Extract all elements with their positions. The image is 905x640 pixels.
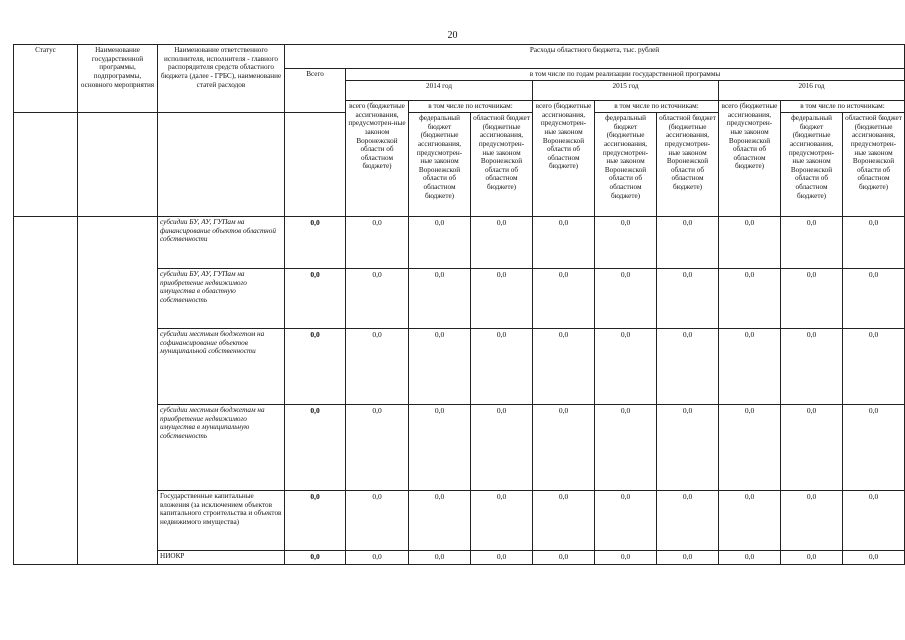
cell-2014-all: 0,0 — [346, 269, 409, 329]
cell-2016-all: 0,0 — [719, 269, 781, 329]
budget-table — [13, 44, 905, 565]
cell-2016-federal: 0,0 — [781, 551, 843, 565]
header-2014-regional: областной бюджет (бюджетные ассигнования, предусмотрен-ные законом Воронежской области об областном бюджете) — [471, 113, 533, 217]
cell-2014-regional: 0,0 — [471, 269, 533, 329]
cell-2015-regional: 0,0 — [657, 329, 719, 405]
header-2016-all: всего (бюджетные ассигнования, предусмотрен-ные законом Воронежской области об областном бюджете) — [719, 101, 781, 217]
header-2015-sources: в том числе по источникам: — [595, 101, 719, 113]
header-expenses: Расходы областного бюджета, тыс. рублей — [285, 45, 905, 69]
header-empty-program — [78, 113, 158, 217]
cell-2015-regional: 0,0 — [657, 491, 719, 551]
cell-2016-federal: 0,0 — [781, 217, 843, 269]
row-name: НИОКР — [158, 551, 285, 565]
cell-2014-all: 0,0 — [346, 491, 409, 551]
header-total: Всего — [285, 69, 346, 113]
cell-2015-all: 0,0 — [533, 551, 595, 565]
cell-2015-federal: 0,0 — [595, 329, 657, 405]
header-by-years: в том числе по годам реализации государственной программы — [346, 69, 905, 81]
header-2016-federal: федеральный бюджет (бюджетные ассигнования, предусмотрен-ные законом Воронежской области об областном бюджете) — [781, 113, 843, 217]
header-empty-status — [14, 113, 78, 217]
cell-2014-all: 0,0 — [346, 551, 409, 565]
header-2015-regional: областной бюджет (бюджетные ассигнования, предусмотрен-ные законом Воронежской области об областном бюджете) — [657, 113, 719, 217]
cell-2016-all: 0,0 — [719, 217, 781, 269]
header-2016-regional: областной бюджет (бюджетные ассигнования, предусмотрен-ные законом Воронежской области об областном бюджете) — [843, 113, 905, 217]
row-name: Государственные капитальные вложения (за исключением объектов капитального строительства и объектов недвижимого имущества) — [158, 491, 285, 551]
cell-2015-regional: 0,0 — [657, 551, 719, 565]
table-row — [14, 217, 905, 269]
cell-2014-federal: 0,0 — [409, 491, 471, 551]
cell-2014-all: 0,0 — [346, 329, 409, 405]
page-number: 20 — [447, 30, 458, 41]
cell-2015-all: 0,0 — [533, 269, 595, 329]
cell-2014-federal: 0,0 — [409, 217, 471, 269]
cell-2014-all: 0,0 — [346, 217, 409, 269]
cell-2016-federal: 0,0 — [781, 405, 843, 491]
cell-2015-all: 0,0 — [533, 405, 595, 491]
cell-2015-regional: 0,0 — [657, 217, 719, 269]
cell-2015-federal: 0,0 — [595, 491, 657, 551]
cell-2014-federal: 0,0 — [409, 405, 471, 491]
cell-2015-all: 0,0 — [533, 329, 595, 405]
row-total: 0,0 — [285, 329, 346, 405]
cell-2014-federal: 0,0 — [409, 269, 471, 329]
row-total: 0,0 — [285, 217, 346, 269]
header-empty-executor — [158, 113, 285, 217]
cell-2016-regional: 0,0 — [843, 405, 905, 491]
cell-2014-regional: 0,0 — [471, 217, 533, 269]
header-year-2015: 2015 год — [533, 81, 719, 101]
header-2014-all: всего (бюджетные ассигнования, предусмотрен-ные законом Воронежской области об областном бюджете) — [346, 101, 409, 217]
row-total: 0,0 — [285, 405, 346, 491]
cell-2015-federal: 0,0 — [595, 551, 657, 565]
cell-2016-federal: 0,0 — [781, 269, 843, 329]
header-status: Статус — [14, 45, 78, 113]
cell-2014-regional: 0,0 — [471, 405, 533, 491]
cell-2016-regional: 0,0 — [843, 551, 905, 565]
cell-2016-regional: 0,0 — [843, 217, 905, 269]
cell-2015-regional: 0,0 — [657, 405, 719, 491]
cell-2014-federal: 0,0 — [409, 329, 471, 405]
cell-2016-regional: 0,0 — [843, 491, 905, 551]
row-name: субсидии БУ, АУ, ГУПам на приобретение недвижимого имущества в областную собственность — [158, 269, 285, 329]
cell-2015-federal: 0,0 — [595, 217, 657, 269]
header-2016-sources: в том числе по источникам: — [781, 101, 905, 113]
row-total: 0,0 — [285, 269, 346, 329]
cell-2015-federal: 0,0 — [595, 269, 657, 329]
cell-2015-all: 0,0 — [533, 491, 595, 551]
header-2015-federal: федеральный бюджет (бюджетные ассигнования, предусмотрен-ные законом Воронежской области об областном бюджете) — [595, 113, 657, 217]
cell-2015-regional: 0,0 — [657, 269, 719, 329]
status-cell — [14, 217, 78, 565]
row-name: субсидии БУ, АУ, ГУПам на финансирование объектов областной собственности — [158, 217, 285, 269]
cell-2014-regional: 0,0 — [471, 551, 533, 565]
header-empty-total — [285, 113, 346, 217]
cell-2016-all: 0,0 — [719, 491, 781, 551]
cell-2015-all: 0,0 — [533, 217, 595, 269]
cell-2016-all: 0,0 — [719, 329, 781, 405]
row-total: 0,0 — [285, 491, 346, 551]
header-executor: Наименование ответственного исполнителя, исполнителя - главного распорядителя средств областного бюджета (далее - ГРБС), наименование статей расходов — [158, 45, 285, 113]
header-year-2016: 2016 год — [719, 81, 905, 101]
row-total: 0,0 — [285, 551, 346, 565]
header-program-name: Наименование государственной программы, подпрограммы, основного мероприятия — [78, 45, 158, 113]
header-2014-sources: в том числе по источникам: — [409, 101, 533, 113]
cell-2015-federal: 0,0 — [595, 405, 657, 491]
header-2014-federal: федеральный бюджет (бюджетные ассигнования, предусмотрен-ные законом Воронежской области об областном бюджете) — [409, 113, 471, 217]
cell-2014-regional: 0,0 — [471, 329, 533, 405]
header-year-2014: 2014 год — [346, 81, 533, 101]
cell-2014-regional: 0,0 — [471, 491, 533, 551]
cell-2016-federal: 0,0 — [781, 491, 843, 551]
cell-2014-all: 0,0 — [346, 405, 409, 491]
row-name: субсидии местным бюджетам на приобретение недвижимого имущества в муниципальную собственность — [158, 405, 285, 491]
cell-2016-federal: 0,0 — [781, 329, 843, 405]
cell-2016-regional: 0,0 — [843, 329, 905, 405]
cell-2014-federal: 0,0 — [409, 551, 471, 565]
cell-2016-all: 0,0 — [719, 551, 781, 565]
row-name: субсидии местным бюджетом на софинансирование объектов муниципальной собственности — [158, 329, 285, 405]
cell-2016-all: 0,0 — [719, 405, 781, 491]
cell-2016-regional: 0,0 — [843, 269, 905, 329]
program-cell — [78, 217, 158, 565]
header-2015-all: всего (бюджетные ассигнования, предусмотрен-ные законом Воронежской области об областном бюджете) — [533, 101, 595, 217]
